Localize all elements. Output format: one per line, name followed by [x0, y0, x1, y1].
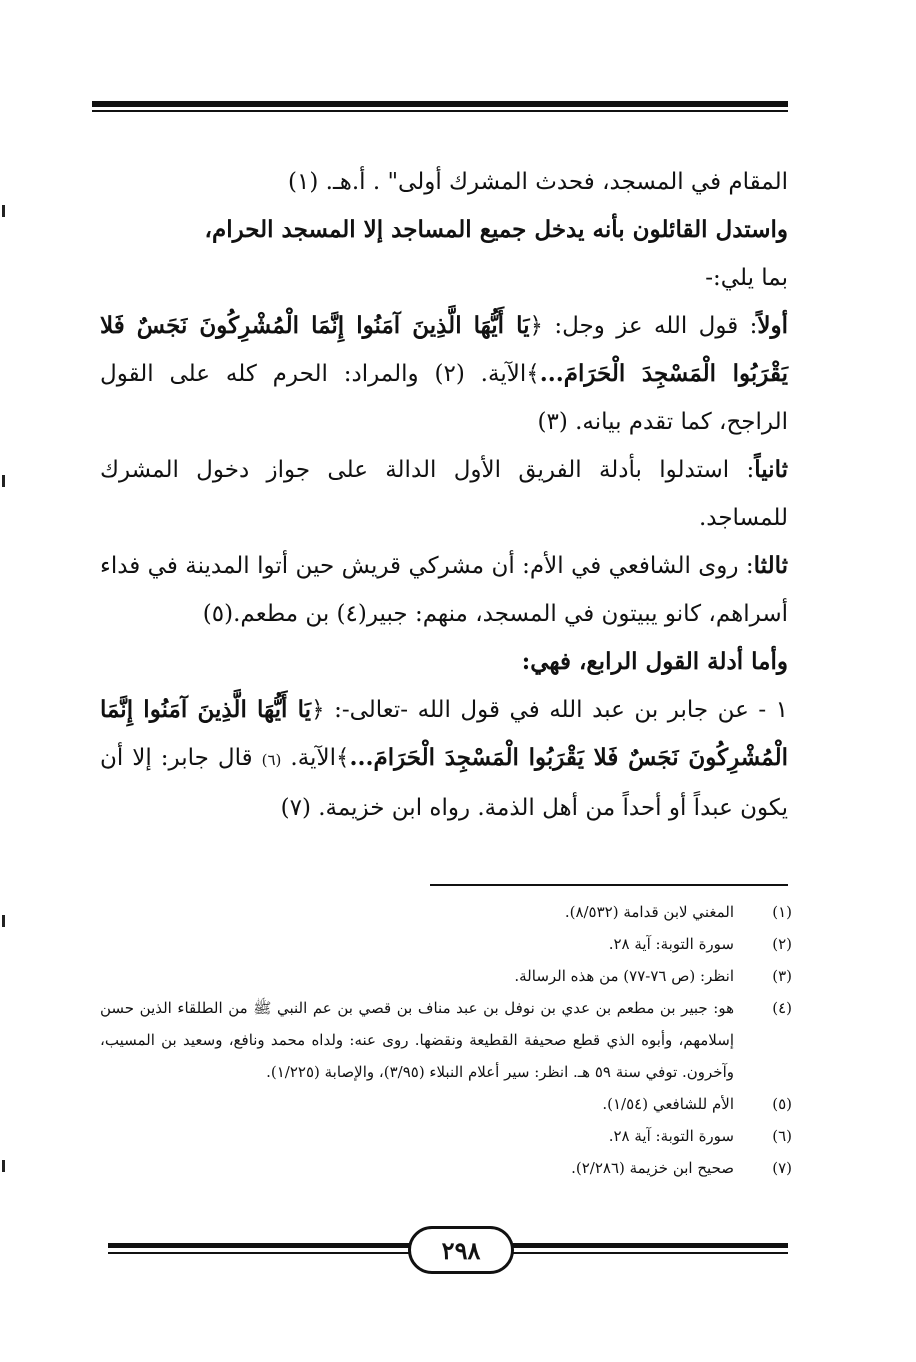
page-number: ٢٩٨ [408, 1226, 514, 1274]
footnote-text: سورة التوبة: آية ٢٨. [608, 1127, 734, 1145]
footnote-number: (٤) [772, 999, 792, 1017]
footnote-number: (٦) [772, 1127, 792, 1145]
paragraph-intro: بما يلي:- [705, 265, 788, 291]
header-rule-thin [92, 110, 788, 112]
margin-tick [2, 205, 5, 217]
footnote-item [100, 960, 792, 992]
heading-second-opinion: واستدل القائلون بأنه يدخل جميع المساجد إلا المسجد الحرام، [204, 216, 788, 243]
footnote-text: انظر: (ص ٧٦-٧٧) من هذه الرسالة. [514, 967, 734, 985]
margin-tick [2, 475, 5, 487]
footnote-text: الأم للشافعي (١/٥٤). [602, 1095, 734, 1113]
footnote-number: (٧) [772, 1159, 792, 1177]
second-label: ثانياً [754, 456, 788, 483]
footnote-item [100, 1088, 792, 1120]
paragraph-third-evidence: ثالثا: روى الشافعي في الأم: أن مشركي قريش حين أتوا المدينة في فداء أسراهم، كانو يبيتون في المسجد، منهم: جبير(٤) بن مطعم.(٥) [100, 552, 788, 627]
footnote-item [100, 1152, 792, 1184]
header-rule-thick [92, 101, 788, 107]
footnote-item [100, 1120, 792, 1152]
main-text [100, 158, 788, 832]
footnote-number: (٣) [772, 967, 792, 985]
margin-tick [2, 1160, 5, 1172]
footnote-number: (٥) [772, 1095, 792, 1113]
footnote-text: المغني لابن قدامة (٨/٥٣٢). [564, 903, 734, 921]
heading-fourth-opinion: وأما أدلة القول الرابع، فهي: [521, 648, 788, 675]
footnote-separator [430, 884, 788, 886]
footnote-item [100, 928, 792, 960]
footnote-item [100, 992, 792, 1088]
footnote-ref: (٦) [261, 751, 282, 769]
paragraph-item-1: ١ - عن جابر بن عبد الله في قول الله -تعالى-: ﴿يَا أَيُّهَا الَّذِينَ آمَنُوا إِنَّمَا الْمُشْرِكُونَ نَجَسٌ فَلا يَقْرَبُوا الْمَسْجِدَ الْحَرَامَ...﴾الآية. (٦) قال جابر: إلا أن يكون عبداً أو أحداً من أهل الذمة. رواه ابن خزيمة. (٧) [100, 696, 788, 821]
footnote-item [100, 896, 792, 928]
first-label: أولاً [757, 312, 788, 339]
paragraph-first-evidence: أولاً: قول الله عز وجل: ﴿يَا أَيُّهَا الَّذِينَ آمَنُوا إِنَّمَا الْمُشْرِكُونَ نَجَسٌ فَلا يَقْرَبُوا الْمَسْجِدَ الْحَرَامَ...﴾الآية. (٢) والمراد: الحرم كله على القول الراجح، كما تقدم بيانه. (٣) [100, 312, 788, 435]
footnote-text: هو: جبير بن مطعم بن عدي بن نوفل بن عبد مناف بن قصي بن عم النبي ﷺ من الطلقاء الذين حسن إسلامهم، وأبوه الذي قطع صحيفة القطيعة ونقضها. روى عنه: ولداه محمد ونافع، وسعيد بن المسيب، وآخرون. توفي سنة ٥٩ هـ. انظر: سير أعلام النبلاء (٣/٩٥)، والإصابة (١/٢٢٥). [100, 999, 734, 1081]
paragraph-second-evidence: ثانياً: استدلوا بأدلة الفريق الأول الدالة على جواز دخول المشرك للمساجد. [100, 456, 788, 531]
quran-verse: يَا أَيُّهَا الَّذِينَ آمَنُوا إِنَّمَا الْمُشْرِكُونَ نَجَسٌ فَلا يَقْرَبُوا الْمَسْجِدَ الْحَرَامَ... [100, 696, 788, 771]
third-label: ثالثا [753, 552, 788, 579]
footnote-number: (٢) [772, 935, 792, 953]
quran-verse: يَا أَيُّهَا الَّذِينَ آمَنُوا إِنَّمَا الْمُشْرِكُونَ نَجَسٌ فَلا يَقْرَبُوا الْمَسْجِدَ الْحَرَامَ... [100, 312, 788, 387]
footnote-text: سورة التوبة: آية ٢٨. [608, 935, 734, 953]
margin-tick [2, 915, 5, 927]
paragraph-quote-end: المقام في المسجد، فحدث المشرك أولى" . أ.هـ. (١) [288, 169, 788, 195]
footnotes [100, 896, 792, 1184]
footnote-number: (١) [772, 903, 792, 921]
footnote-text: صحيح ابن خزيمة (٢/٢٨٦). [571, 1159, 734, 1177]
